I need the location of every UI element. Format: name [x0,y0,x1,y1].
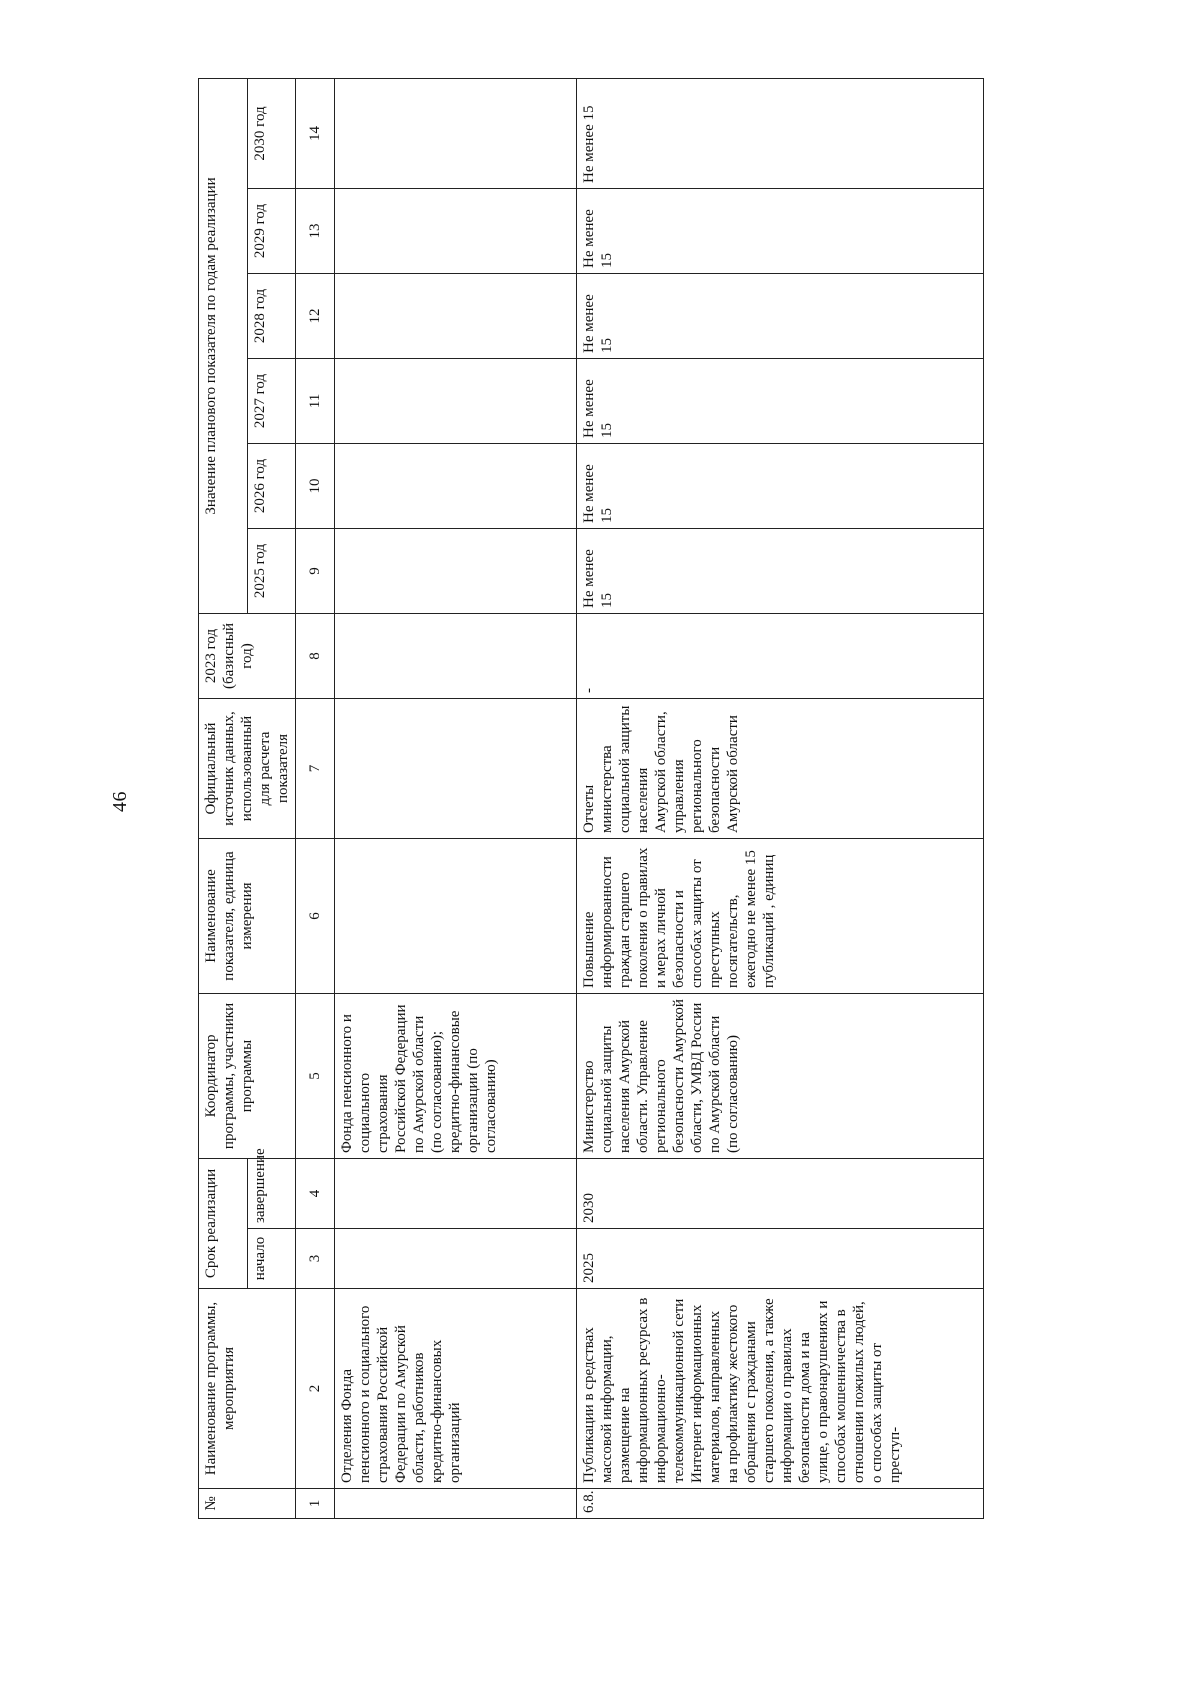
header-year-2028: 2028 год [247,273,296,358]
header-indicator: Наименование показателя, единица измерения [199,838,296,993]
col-number: 1 [296,1489,335,1519]
col-number: 14 [296,78,335,188]
row-value-2028 [335,273,577,358]
row-value-2028: Не менее 15 [577,273,984,358]
row-source: Отчеты министерства социальной защиты населения Амурской области, управления регионального безопасности Амурской области [577,698,984,838]
row-base: - [577,613,984,698]
row-value-2025: Не менее 15 [577,528,984,613]
col-number: 2 [296,1289,335,1489]
col-number: 5 [296,993,335,1158]
row-indicator: Повышение информированности граждан старшего поколения о правилах и мерах личной безопасности и способах защиты от преступных посягательств, ежегодно не менее 15 публикаций , единиц [577,838,984,993]
rotated-table-wrapper [198,99,1028,1519]
col-number: 3 [296,1229,335,1289]
header-base-year: 2023 год (базисный год) [199,613,296,698]
header-year-2029: 2029 год [247,188,296,273]
col-number: 4 [296,1158,335,1228]
col-number: 9 [296,528,335,613]
row-num: 6.8. [577,1489,984,1519]
header-year-2030: 2030 год [247,78,296,188]
header-year-2025: 2025 год [247,528,296,613]
header-term-start: начало [247,1229,296,1289]
row-value-2026: Не менее 15 [577,443,984,528]
row-start [335,1229,577,1289]
table-row [335,78,577,1518]
header-term-end: завершение [247,1158,296,1228]
row-value-2027: Не менее 15 [577,358,984,443]
row-end [335,1158,577,1228]
program-table [198,78,984,1519]
col-number: 11 [296,358,335,443]
header-term: Срок реализации [199,1158,248,1288]
row-value-2026 [335,443,577,528]
row-coordinator: Министерство социальной защиты населения Амурской области. Управление регионального безопасности Амурской области, УМВД России по Амурской области (по согласованию) [577,993,984,1158]
header-year-2026: 2026 год [247,443,296,528]
row-source [335,698,577,838]
row-num [335,1489,577,1519]
col-number: 7 [296,698,335,838]
header-year-2027: 2027 год [247,358,296,443]
col-number: 10 [296,443,335,528]
column-number-row [296,78,335,1518]
row-value-2030: Не менее 15 [577,78,984,188]
row-coordinator: Фонда пенсионного и социального страхования Российской Федерации по Амурской области (по согласованию); кредитно-финансовые организации (по согласованию) [335,993,577,1158]
row-name: Отделения Фонда пенсионного и социального страхования Российской Федерации по Амурской области, работников кредитно-финансовых организаций [335,1289,577,1489]
header-plan-group: Значение планового показателя по годам реализации [199,78,248,613]
col-number: 6 [296,838,335,993]
row-name: Публикации в средствах массовой информации, размещение на информационных ресурсах в информационно-телекоммуникационной сети Интернет информационных материалов, направленных на профилактику жестокого обращения с гражданами старшего поколения, а также информации о правилах безопасности дома и на улице, о правонарушениях и способах мошенничества в отношении пожилых людей, о способах защиты от преступ- [577,1289,984,1489]
row-base [335,613,577,698]
row-indicator [335,838,577,993]
header-coordinator: Координатор программы, участники программы [199,993,296,1158]
header-source: Официальный источник данных, использованный для расчета показателя [199,698,296,838]
row-value-2029: Не менее 15 [577,188,984,273]
row-start: 2025 [577,1229,984,1289]
row-value-2025 [335,528,577,613]
col-number: 12 [296,273,335,358]
col-number: 13 [296,188,335,273]
table-row [577,78,984,1518]
header-num: № [199,1489,296,1519]
row-value-2030 [335,78,577,188]
row-end: 2030 [577,1158,984,1228]
row-value-2029 [335,188,577,273]
header-name: Наименование программы, мероприятия [199,1289,296,1489]
header-row [199,78,248,1518]
col-number: 8 [296,613,335,698]
row-value-2027 [335,358,577,443]
page-number: 46 [109,791,131,812]
